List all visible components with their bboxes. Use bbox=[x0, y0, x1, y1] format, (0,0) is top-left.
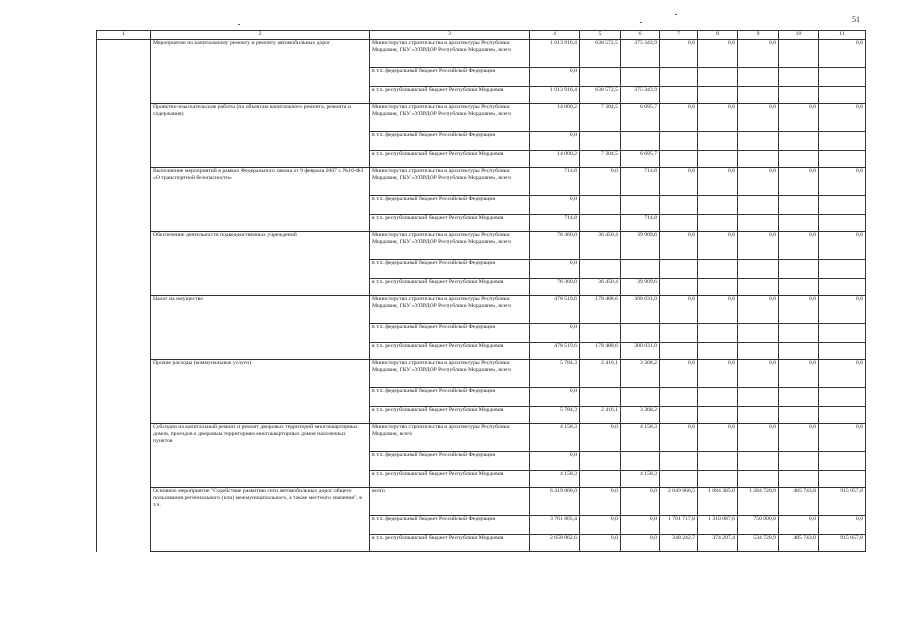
funding-source: в т.ч. республиканский бюджет Республики Мордовия bbox=[370, 279, 530, 296]
column-header: 9 bbox=[738, 31, 779, 40]
page-number: 51 bbox=[852, 15, 860, 24]
amount-cell: 478 519,6 bbox=[530, 296, 580, 324]
amount-cell bbox=[580, 388, 621, 407]
amount-cell: 1 284 720,9 bbox=[738, 488, 779, 516]
funding-source: Министерство строительства и архитектуры Республики Мордовия, ГКУ «УПРДОР Республики Мордовия», всего bbox=[370, 104, 530, 132]
amount-cell: 3 368,2 bbox=[621, 360, 660, 388]
amount-cell: 0,0 bbox=[580, 424, 621, 452]
amount-cell bbox=[819, 196, 866, 215]
measure-name: Выполнение мероприятий в рамках Федерального закона от 9 февраля 2007 г. №16-ФЗ «О транспортной безопасности» bbox=[151, 168, 370, 232]
row-number-cell bbox=[97, 452, 151, 471]
budget-table bbox=[96, 30, 866, 552]
amount-cell bbox=[738, 196, 779, 215]
amount-cell bbox=[819, 452, 866, 471]
amount-cell: 0,0 bbox=[660, 104, 698, 132]
amount-cell: 0,0 bbox=[580, 535, 621, 552]
funding-source: всего bbox=[370, 488, 530, 516]
amount-cell: 0,0 bbox=[738, 424, 779, 452]
amount-cell: 0,0 bbox=[779, 168, 819, 196]
amount-cell bbox=[779, 68, 819, 87]
amount-cell bbox=[621, 452, 660, 471]
amount-cell bbox=[698, 343, 738, 360]
funding-source: в т.ч. республиканский бюджет Республики Мордовия bbox=[370, 151, 530, 168]
amount-cell: 0,0 bbox=[530, 388, 580, 407]
amount-cell: 0,0 bbox=[779, 104, 819, 132]
funding-source: в т.ч. республиканский бюджет Республики Мордовия bbox=[370, 535, 530, 552]
amount-cell bbox=[738, 215, 779, 232]
row-number-cell bbox=[97, 68, 151, 87]
funding-source: Министерство строительства и архитектуры Республики Мордовия, ГКУ «УПРДОР Республики Мордовия», всего bbox=[370, 360, 530, 388]
amount-cell bbox=[660, 215, 698, 232]
amount-cell: 915 057,8 bbox=[819, 535, 866, 552]
amount-cell: 714,8 bbox=[530, 168, 580, 196]
amount-cell bbox=[779, 388, 819, 407]
amount-cell: 0,0 bbox=[530, 260, 580, 279]
amount-cell: 638 572,5 bbox=[580, 40, 621, 68]
amount-cell bbox=[738, 452, 779, 471]
amount-cell: 0,0 bbox=[819, 516, 866, 535]
amount-cell bbox=[621, 388, 660, 407]
amount-cell: 0,0 bbox=[819, 296, 866, 324]
funding-source: в т.ч. республиканский бюджет Республики Мордовия bbox=[370, 343, 530, 360]
amount-cell: 0,0 bbox=[738, 168, 779, 196]
amount-cell: 2 416,1 bbox=[580, 407, 621, 424]
amount-cell bbox=[738, 471, 779, 488]
amount-cell: 1 013 916,4 bbox=[530, 40, 580, 68]
scan-speck bbox=[238, 24, 240, 25]
column-header: 10 bbox=[779, 31, 819, 40]
amount-cell: 0,0 bbox=[819, 40, 866, 68]
amount-cell: 7 304,5 bbox=[580, 151, 621, 168]
funding-source: Министерство строительства и архитектуры Республики Мордовия, ГКУ «УПРДОР Республики Мордовия», всего bbox=[370, 40, 530, 68]
measure-name: Субсидии на капитальный ремонт и ремонт дворовых территорий многоквартирных домов, проездов к дворовым территориям многоквартирных домов населенных пунктов bbox=[151, 424, 370, 488]
amount-cell: 5 784,3 bbox=[530, 407, 580, 424]
amount-cell: 0,0 bbox=[779, 360, 819, 388]
row-number-cell bbox=[97, 168, 151, 196]
amount-cell: 0,0 bbox=[660, 40, 698, 68]
amount-cell bbox=[738, 388, 779, 407]
column-header: 7 bbox=[660, 31, 698, 40]
amount-cell: 0,0 bbox=[779, 424, 819, 452]
row-number-cell bbox=[97, 535, 151, 552]
amount-cell bbox=[738, 324, 779, 343]
amount-cell: 2 416,1 bbox=[580, 360, 621, 388]
funding-source: в т.ч. федеральный бюджет Российской Федерации bbox=[370, 452, 530, 471]
table-row bbox=[97, 424, 866, 452]
amount-cell: 375 343,9 bbox=[621, 87, 660, 104]
amount-cell: 0,0 bbox=[819, 168, 866, 196]
amount-cell bbox=[738, 68, 779, 87]
amount-cell bbox=[819, 279, 866, 296]
amount-cell: 4 158,3 bbox=[530, 424, 580, 452]
amount-cell: 0,0 bbox=[621, 535, 660, 552]
row-number-cell bbox=[97, 104, 151, 132]
amount-cell bbox=[819, 407, 866, 424]
amount-cell bbox=[621, 324, 660, 343]
amount-cell bbox=[779, 324, 819, 343]
amount-cell bbox=[819, 215, 866, 232]
amount-cell bbox=[698, 388, 738, 407]
amount-cell: 485 743,8 bbox=[779, 535, 819, 552]
amount-cell bbox=[779, 471, 819, 488]
amount-cell: 14 000,2 bbox=[530, 104, 580, 132]
table-row bbox=[97, 360, 866, 388]
column-number-row bbox=[97, 31, 866, 40]
amount-cell: 0,0 bbox=[738, 232, 779, 260]
amount-cell: 36 450,4 bbox=[580, 279, 621, 296]
funding-source: в т.ч. федеральный бюджет Российской Федерации bbox=[370, 516, 530, 535]
funding-source: в т.ч. федеральный бюджет Российской Федерации bbox=[370, 68, 530, 87]
amount-cell: 39 909,6 bbox=[621, 279, 660, 296]
amount-cell: 0,0 bbox=[738, 360, 779, 388]
funding-source: Министерство строительства и архитектуры Республики Мордовия, ГКУ «УПРДОР Республики Мордовия», всего bbox=[370, 296, 530, 324]
funding-source: Министерство строительства и архитектуры Республики Мордовия, ГКУ «УПРДОР Республики Мордовия», всего bbox=[370, 168, 530, 196]
amount-cell: 1 684 385,0 bbox=[698, 488, 738, 516]
table-row bbox=[97, 168, 866, 196]
funding-source: Министерство строительства и архитектуры Республики Мордовия, всего bbox=[370, 424, 530, 452]
amount-cell bbox=[698, 132, 738, 151]
amount-cell: 6 419 868,0 bbox=[530, 488, 580, 516]
amount-cell: 3 761 805,4 bbox=[530, 516, 580, 535]
amount-cell bbox=[819, 471, 866, 488]
amount-cell bbox=[621, 68, 660, 87]
row-number-cell bbox=[97, 424, 151, 452]
amount-cell: 534 720,9 bbox=[738, 535, 779, 552]
amount-cell: 0,0 bbox=[698, 296, 738, 324]
amount-cell: 0,0 bbox=[698, 424, 738, 452]
amount-cell bbox=[580, 471, 621, 488]
amount-cell bbox=[779, 279, 819, 296]
row-number-cell bbox=[97, 407, 151, 424]
amount-cell: 714,8 bbox=[530, 215, 580, 232]
amount-cell bbox=[779, 260, 819, 279]
amount-cell bbox=[660, 132, 698, 151]
funding-source: в т.ч. республиканский бюджет Республики Мордовия bbox=[370, 471, 530, 488]
amount-cell: 0,0 bbox=[819, 360, 866, 388]
amount-cell bbox=[660, 388, 698, 407]
amount-cell: 0,0 bbox=[580, 488, 621, 516]
amount-cell bbox=[698, 87, 738, 104]
amount-cell: 750 000,0 bbox=[738, 516, 779, 535]
amount-cell bbox=[621, 132, 660, 151]
row-number-cell bbox=[97, 87, 151, 104]
amount-cell bbox=[698, 407, 738, 424]
amount-cell bbox=[819, 87, 866, 104]
amount-cell: 7 304,5 bbox=[580, 104, 621, 132]
row-number-cell bbox=[97, 196, 151, 215]
amount-cell: 39 909,6 bbox=[621, 232, 660, 260]
amount-cell bbox=[698, 151, 738, 168]
amount-cell bbox=[580, 215, 621, 232]
amount-cell bbox=[580, 452, 621, 471]
row-number-cell bbox=[97, 343, 151, 360]
amount-cell: 0,0 bbox=[819, 104, 866, 132]
row-number-cell bbox=[97, 279, 151, 296]
column-header: 5 bbox=[580, 31, 621, 40]
amount-cell bbox=[738, 87, 779, 104]
amount-cell bbox=[580, 68, 621, 87]
row-number-cell bbox=[97, 215, 151, 232]
amount-cell: 0,0 bbox=[779, 516, 819, 535]
row-number-cell bbox=[97, 516, 151, 535]
measure-name: Прочие расходы (коммунальные услуги) bbox=[151, 360, 370, 424]
amount-cell: 76 360,0 bbox=[530, 232, 580, 260]
measure-name: Проектно-изыскательские работы (по объектам капитального ремонта, ремонта и содержания) bbox=[151, 104, 370, 168]
amount-cell: 0,0 bbox=[738, 40, 779, 68]
amount-cell bbox=[698, 324, 738, 343]
amount-cell bbox=[698, 471, 738, 488]
amount-cell bbox=[660, 407, 698, 424]
amount-cell: 0,0 bbox=[530, 132, 580, 151]
table-row bbox=[97, 296, 866, 324]
column-header: 4 bbox=[530, 31, 580, 40]
amount-cell bbox=[819, 260, 866, 279]
amount-cell bbox=[738, 132, 779, 151]
row-number-cell bbox=[97, 151, 151, 168]
amount-cell bbox=[819, 132, 866, 151]
amount-cell bbox=[580, 132, 621, 151]
amount-cell: 714,8 bbox=[621, 215, 660, 232]
amount-cell: 0,0 bbox=[698, 168, 738, 196]
row-number-cell bbox=[97, 324, 151, 343]
amount-cell bbox=[819, 388, 866, 407]
amount-cell bbox=[779, 132, 819, 151]
funding-source: в т.ч. республиканский бюджет Республики Мордовия bbox=[370, 407, 530, 424]
amount-cell: 0,0 bbox=[660, 232, 698, 260]
amount-cell: 4 158,3 bbox=[621, 424, 660, 452]
amount-cell bbox=[660, 151, 698, 168]
measure-name: Налог на имущество bbox=[151, 296, 370, 360]
amount-cell: 2 658 062,6 bbox=[530, 535, 580, 552]
column-header: 11 bbox=[819, 31, 866, 40]
column-header: 6 bbox=[621, 31, 660, 40]
amount-cell bbox=[698, 215, 738, 232]
amount-cell: 5 784,3 bbox=[530, 360, 580, 388]
amount-cell: 0,0 bbox=[530, 196, 580, 215]
amount-cell: 0,0 bbox=[698, 232, 738, 260]
amount-cell: 0,0 bbox=[779, 232, 819, 260]
amount-cell: 0,0 bbox=[698, 40, 738, 68]
amount-cell: 0,0 bbox=[698, 104, 738, 132]
amount-cell bbox=[779, 196, 819, 215]
funding-source: в т.ч. федеральный бюджет Российской Федерации bbox=[370, 324, 530, 343]
row-number-cell bbox=[97, 132, 151, 151]
row-number-cell bbox=[97, 260, 151, 279]
column-header: 1 bbox=[97, 31, 151, 40]
amount-cell: 0,0 bbox=[660, 360, 698, 388]
amount-cell bbox=[779, 215, 819, 232]
amount-cell bbox=[660, 279, 698, 296]
amount-cell bbox=[698, 68, 738, 87]
amount-cell: 36 450,4 bbox=[580, 232, 621, 260]
amount-cell: 0,0 bbox=[530, 324, 580, 343]
amount-cell: 0,0 bbox=[738, 296, 779, 324]
amount-cell bbox=[779, 40, 819, 68]
amount-cell: 300 031,0 bbox=[621, 296, 660, 324]
row-number-cell bbox=[97, 388, 151, 407]
amount-cell: 0,0 bbox=[530, 68, 580, 87]
amount-cell bbox=[621, 260, 660, 279]
table-row bbox=[97, 232, 866, 260]
amount-cell: 3 368,2 bbox=[621, 407, 660, 424]
amount-cell: 4 158,3 bbox=[530, 471, 580, 488]
amount-cell: 0,0 bbox=[621, 488, 660, 516]
amount-cell: 1 013 916,4 bbox=[530, 87, 580, 104]
amount-cell: 6 695,7 bbox=[621, 104, 660, 132]
amount-cell bbox=[660, 68, 698, 87]
amount-cell: 638 572,5 bbox=[580, 87, 621, 104]
amount-cell: 348 242,7 bbox=[660, 535, 698, 552]
amount-cell bbox=[698, 196, 738, 215]
amount-cell bbox=[819, 68, 866, 87]
funding-source: в т.ч. республиканский бюджет Республики Мордовия bbox=[370, 87, 530, 104]
amount-cell: 0,0 bbox=[819, 232, 866, 260]
amount-cell: 6 695,7 bbox=[621, 151, 660, 168]
amount-cell: 0,0 bbox=[738, 104, 779, 132]
row-number-cell bbox=[97, 232, 151, 260]
amount-cell bbox=[621, 196, 660, 215]
amount-cell bbox=[660, 196, 698, 215]
amount-cell bbox=[779, 87, 819, 104]
amount-cell bbox=[819, 343, 866, 360]
table-row bbox=[97, 104, 866, 132]
amount-cell bbox=[660, 87, 698, 104]
amount-cell: 76 360,0 bbox=[530, 279, 580, 296]
amount-cell: 485 743,8 bbox=[779, 488, 819, 516]
row-number-cell bbox=[97, 40, 151, 68]
amount-cell: 0,0 bbox=[779, 296, 819, 324]
amount-cell: 178 488,6 bbox=[580, 343, 621, 360]
amount-cell: 1 701 717,8 bbox=[660, 516, 698, 535]
amount-cell bbox=[698, 452, 738, 471]
scan-speck bbox=[640, 22, 642, 23]
amount-cell bbox=[698, 279, 738, 296]
amount-cell bbox=[738, 151, 779, 168]
amount-cell bbox=[779, 452, 819, 471]
amount-cell bbox=[580, 324, 621, 343]
amount-cell: 1 310 087,6 bbox=[698, 516, 738, 535]
amount-cell bbox=[738, 407, 779, 424]
amount-cell bbox=[738, 279, 779, 296]
amount-cell: 478 519,6 bbox=[530, 343, 580, 360]
funding-source: Министерство строительства и архитектуры Республики Мордовия, ГКУ «УПРДОР Республики Мордовия», всего bbox=[370, 232, 530, 260]
measure-name: Основное мероприятие "Содействие развитию сети автомобильных дорог общего пользования регионального (или) межмуниципального, а также местного значения", в т.ч. bbox=[151, 488, 370, 552]
amount-cell bbox=[779, 151, 819, 168]
amount-cell: 0,0 bbox=[580, 516, 621, 535]
amount-cell bbox=[738, 260, 779, 279]
amount-cell bbox=[698, 260, 738, 279]
amount-cell bbox=[660, 324, 698, 343]
table-row bbox=[97, 488, 866, 516]
amount-cell bbox=[580, 260, 621, 279]
amount-cell: 4 158,3 bbox=[621, 471, 660, 488]
amount-cell: 178 488,6 bbox=[580, 296, 621, 324]
funding-source: в т.ч. федеральный бюджет Российской Федерации bbox=[370, 132, 530, 151]
measure-name: Мероприятие по капитальному ремонту и ремонту автомобильных дорог bbox=[151, 40, 370, 104]
amount-cell bbox=[580, 196, 621, 215]
amount-cell: 0,0 bbox=[660, 296, 698, 324]
amount-cell bbox=[779, 343, 819, 360]
amount-cell bbox=[660, 471, 698, 488]
amount-cell bbox=[660, 343, 698, 360]
scan-speck bbox=[675, 14, 677, 15]
amount-cell: 0,0 bbox=[621, 516, 660, 535]
column-header: 3 bbox=[370, 31, 530, 40]
funding-source: в т.ч. федеральный бюджет Российской Федерации bbox=[370, 388, 530, 407]
amount-cell: 14 000,2 bbox=[530, 151, 580, 168]
amount-cell: 714,8 bbox=[621, 168, 660, 196]
amount-cell bbox=[660, 452, 698, 471]
row-number-cell bbox=[97, 471, 151, 488]
amount-cell: 0,0 bbox=[580, 168, 621, 196]
amount-cell: 300 031,0 bbox=[621, 343, 660, 360]
amount-cell bbox=[819, 324, 866, 343]
funding-source: в т.ч. федеральный бюджет Российской Федерации bbox=[370, 196, 530, 215]
row-number-cell bbox=[97, 360, 151, 388]
amount-cell: 0,0 bbox=[819, 424, 866, 452]
funding-source: в т.ч. федеральный бюджет Российской Федерации bbox=[370, 260, 530, 279]
amount-cell: 2 049 960,5 bbox=[660, 488, 698, 516]
amount-cell bbox=[779, 407, 819, 424]
column-header: 2 bbox=[151, 31, 370, 40]
amount-cell: 375 343,9 bbox=[621, 40, 660, 68]
row-number-cell bbox=[97, 488, 151, 516]
amount-cell: 915 057,8 bbox=[819, 488, 866, 516]
amount-cell: 0,0 bbox=[698, 360, 738, 388]
funding-source: в т.ч. республиканский бюджет Республики Мордовия bbox=[370, 215, 530, 232]
amount-cell: 374 297,4 bbox=[698, 535, 738, 552]
column-header: 8 bbox=[698, 31, 738, 40]
measure-name: Обеспечение деятельности подведомственных учреждений bbox=[151, 232, 370, 296]
table-row bbox=[97, 40, 866, 68]
amount-cell: 0,0 bbox=[660, 424, 698, 452]
amount-cell bbox=[819, 151, 866, 168]
amount-cell bbox=[660, 260, 698, 279]
amount-cell: 0,0 bbox=[530, 452, 580, 471]
row-number-cell bbox=[97, 296, 151, 324]
amount-cell: 0,0 bbox=[660, 168, 698, 196]
amount-cell bbox=[738, 343, 779, 360]
